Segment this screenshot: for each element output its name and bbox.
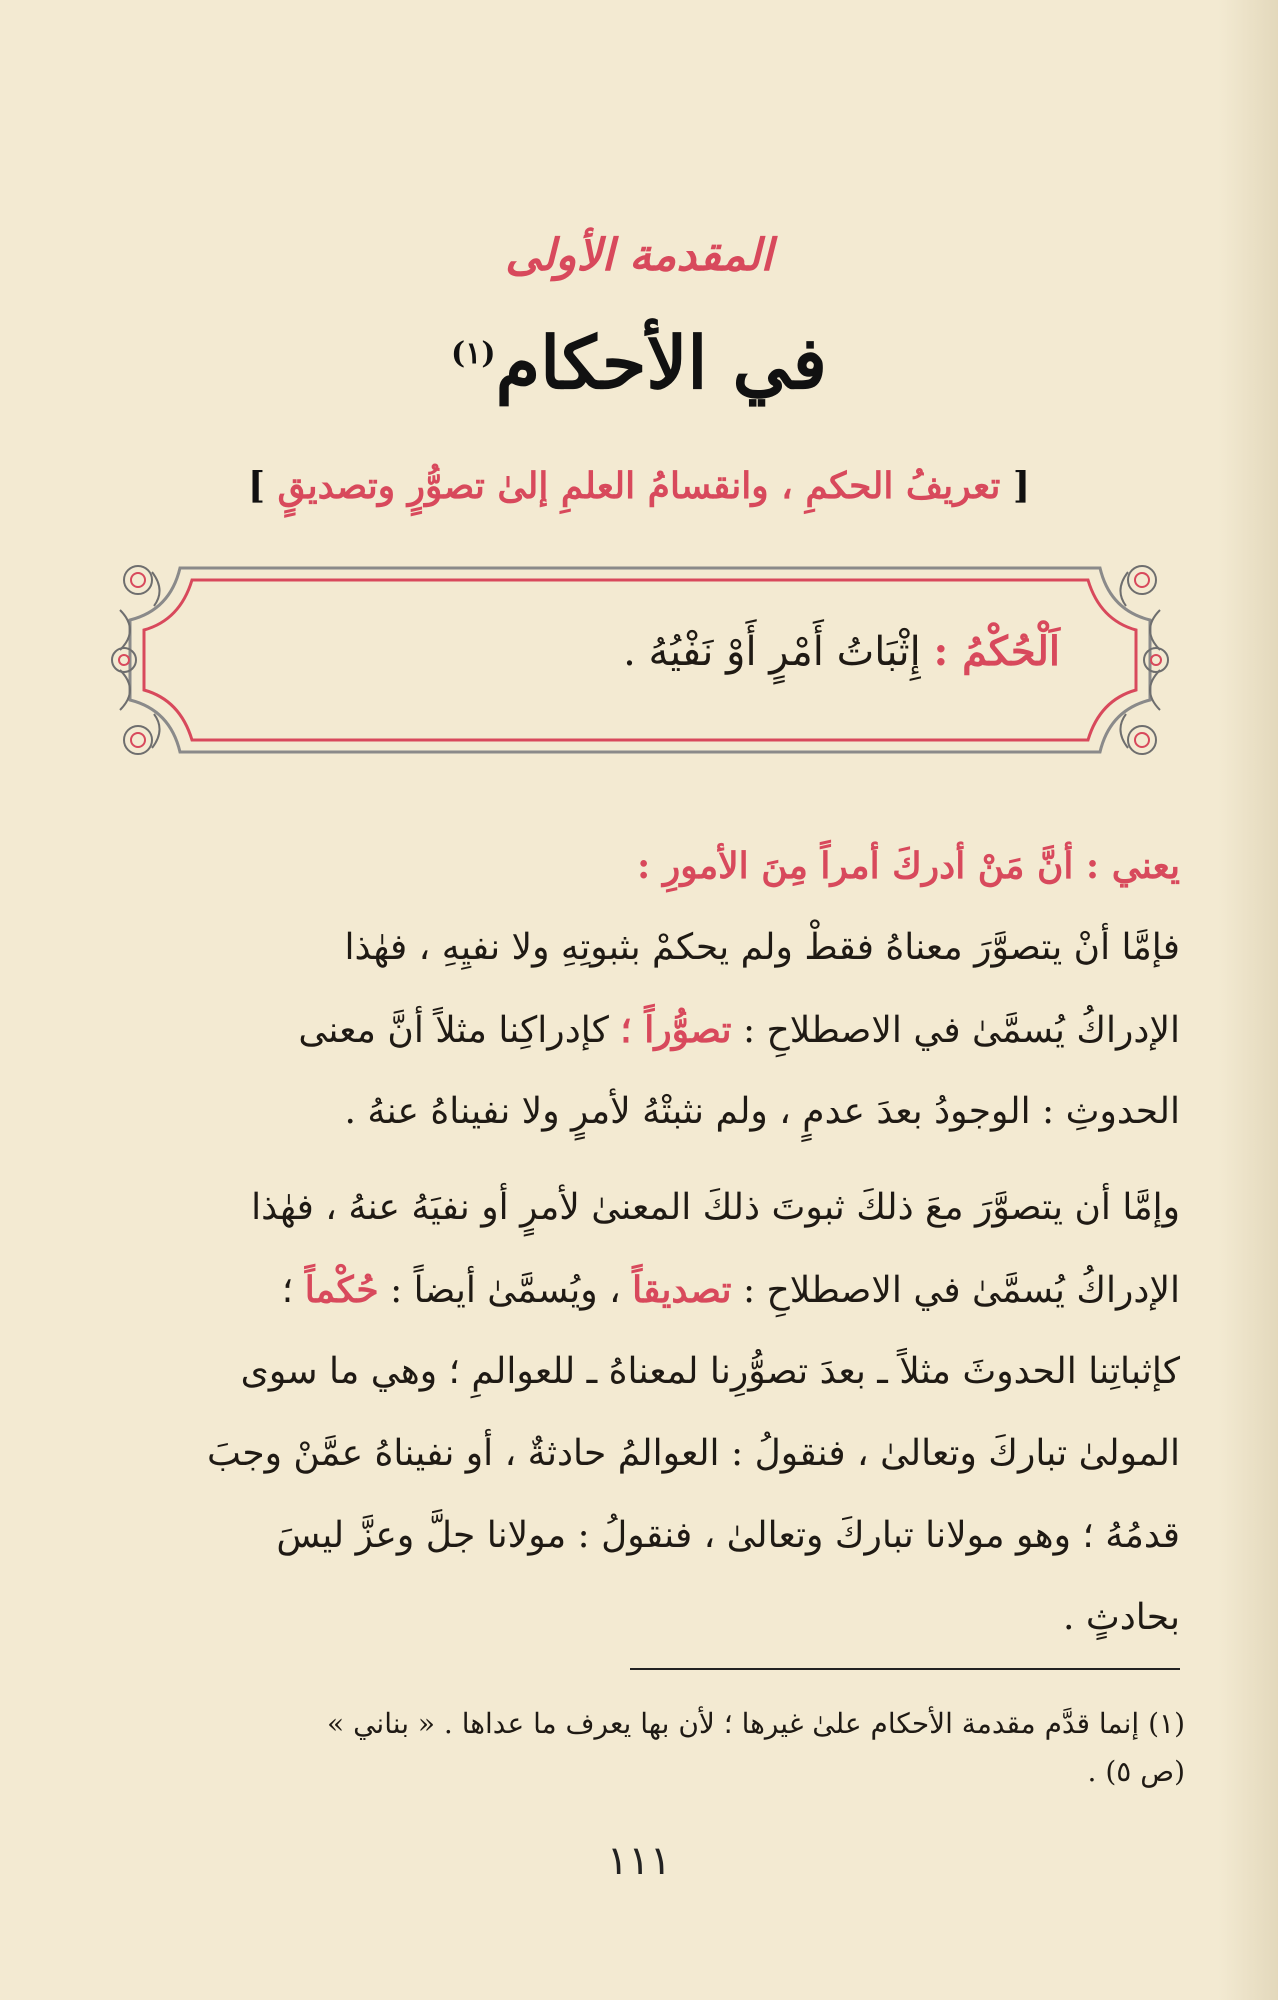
paragraph-1	[115, 907, 1180, 1153]
paragraph-2-line-5: قدمُهُ ؛ وهو مولانا تباركَ وتعالىٰ ، فنقولُ : مولانا جلَّ وعزَّ ليسَ	[276, 1515, 1180, 1556]
paragraph-2-line-4: المولىٰ تباركَ وتعالىٰ ، فنقولُ : العوالمُ حادثةٌ ، أو نفيناهُ عمَّنْ وجبَ	[206, 1433, 1180, 1474]
frame-ornament-right	[1120, 566, 1168, 754]
paragraph-1-line-2-end: كإدراكِنا مثلاً أنَّ معنى	[298, 1010, 609, 1051]
term-tasdiq: تصديقاً	[632, 1269, 732, 1311]
footnote-line-1: (١) إنما قدَّم مقدمة الأحكام علىٰ غيرها ؛ لأن بها يعرف ما عداها . « بناني »	[327, 1707, 1185, 1740]
paragraph-2	[115, 1167, 1180, 1659]
main-title-text: في الأحكام	[495, 320, 827, 405]
paragraph-2-line-2-start: الإدراكُ يُسمَّىٰ في الاصطلاحِ :	[742, 1270, 1180, 1311]
definition-line	[200, 628, 1060, 675]
subtitle-text: تعريفُ الحكمِ ، وانقسامُ العلمِ إلىٰ تصوُّرٍ وتصديقٍ	[277, 465, 1001, 507]
term-tasawwur: تصوُّراً ؛	[620, 1009, 732, 1051]
footnote-line-2: (ص ٥) .	[1087, 1755, 1185, 1788]
footnote	[130, 1700, 1185, 1796]
paragraph-2-line-6: بحادثٍ .	[1062, 1597, 1180, 1638]
paragraph-2-line-2-mid: ، ويُسمَّىٰ أيضاً :	[390, 1270, 621, 1311]
footnote-separator	[630, 1668, 1180, 1670]
paragraph-2-line-2	[115, 1249, 1180, 1331]
paragraph-2-line-2-end: ؛	[281, 1270, 294, 1311]
main-title	[0, 320, 1278, 405]
subtitle-close-bracket: ]	[247, 465, 265, 507]
paragraph-1-line-1: فإمَّا أنْ يتصوَّرَ معناهُ فقطْ ولم يحكمْ بثبوتِهِ ولا نفيِهِ ، فهٰذا	[344, 927, 1180, 968]
main-title-footnote-ref: (١)	[451, 336, 496, 371]
paragraph-1-line-3: الحدوثِ : الوجودُ بعدَ عدمٍ ، ولم نثبتْهُ لأمرٍ ولا نفيناهُ عنهُ .	[344, 1091, 1180, 1132]
subtitle-open-bracket: [	[1013, 465, 1031, 507]
frame-ornament-left	[112, 566, 160, 754]
page-number: ١١١	[606, 1838, 672, 1884]
section-subtitle	[0, 465, 1278, 507]
paragraph-2-line-1: وإمَّا أن يتصوَّرَ معَ ذلكَ ثبوتَ ذلكَ المعنىٰ لأمرٍ أو نفيَهُ عنهُ ، فهٰذا	[251, 1187, 1180, 1228]
paragraph-1-line-2	[115, 989, 1180, 1071]
chapter-title: المقدمة الأولى	[505, 230, 773, 281]
body-text	[115, 825, 1180, 1659]
explanation-heading: يعني : أنَّ مَنْ أدركَ أمراً مِنَ الأمورِ :	[637, 845, 1180, 887]
paragraph-1-line-2-start: الإدراكُ يُسمَّىٰ في الاصطلاحِ :	[742, 1010, 1180, 1051]
definition-text: إِثْبَاتُ أَمْرٍ أَوْ نَفْيُهُ .	[623, 629, 921, 675]
term-hukm: حُكْماً	[304, 1269, 379, 1311]
page-edge-shadow	[1218, 0, 1278, 2000]
paragraph-2-line-3: كإثباتِنا الحدوثَ مثلاً ـ بعدَ تصوُّرِنا لمعناهُ ـ للعوالمِ ؛ وهي ما سوى	[240, 1351, 1180, 1392]
definition-term: اَلْحُكْمُ :	[933, 628, 1060, 675]
